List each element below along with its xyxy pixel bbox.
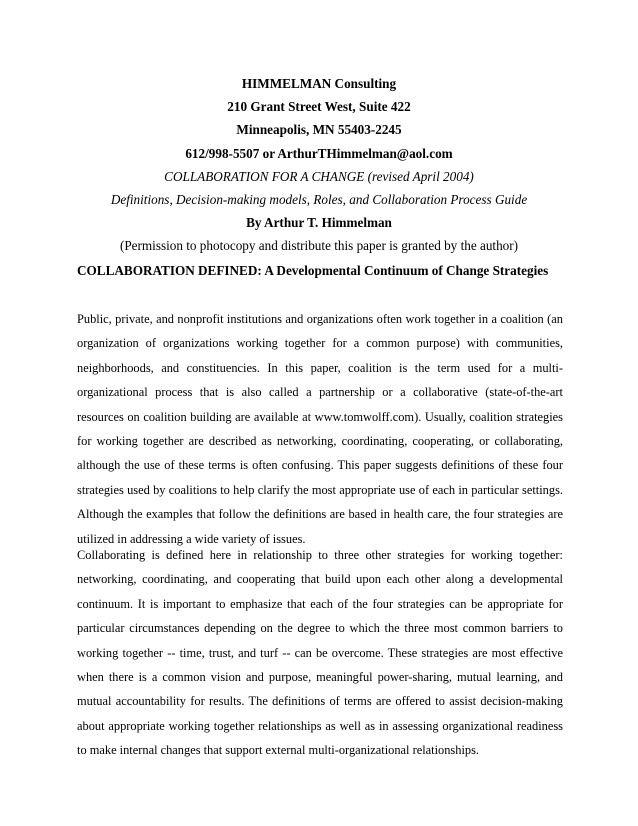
city-address: Minneapolis, MN 55403-2245 <box>236 122 402 138</box>
document-header <box>0 72 638 258</box>
permission-note: (Permission to photocopy and distribute this paper is granted by the author) <box>119 238 519 254</box>
section-heading: COLLABORATION DEFINED: A Developmental Continuum of Change Strategies <box>77 263 549 278</box>
street-address: 210 Grant Street West, Suite 422 <box>227 99 411 115</box>
contact-info: 612/998-5507 or ArthurTHimmelman@aol.com <box>185 145 453 161</box>
body-paragraph-1: Public, private, and nonprofit institutions and organizations often work together in a coalition (an organization of organizations working together for a common purpose) with communities, neighborhoods, and constituencies. In this paper, coalition is the term used for a multi-organizational process that is also called a partnership or a collaborative (state-of-the-art resources on coalition building are available at www.tomwolff.com). Usually, coalition strategies for working together are described as networking, coordinating, cooperating, or collaborating, although the use of these terms is often confusing. This paper suggests definitions of these four strategies used by coalitions to help clarify the most appropriate use of each in particular settings. Although the examples that follow the definitions are based in health care, the four strategies are utilized in addressing a wide variety of issues. <box>77 312 563 546</box>
document-subtitle: Definitions, Decision-making models, Roles, and Collaboration Process Guide <box>110 191 528 207</box>
document-title: COLLABORATION FOR A CHANGE (revised April 2004) <box>164 168 474 184</box>
body-paragraph-2: Collaborating is defined here in relationship to three other strategies for working together: networking, coordinating, and cooperating that build upon each other along a developmental continuum. It is important to emphasize that each of the four strategies can be appropriate for particular circumstances depending on the degree to which the three most common barriers to working together -- time, trust, and turf -- can be overcome. These strategies are most effective when there is a common vision and purpose, meaningful power-sharing, mutual learning, and mutual accountability for results. The definitions of terms are offered to assist decision-making about appropriate working together relationships as well as in assessing organizational readiness to make internal changes that support external multi-organizational relationships. <box>77 548 563 758</box>
author-byline: By Arthur T. Himmelman <box>246 215 392 231</box>
company-name: HIMMELMAN Consulting <box>241 76 397 91</box>
